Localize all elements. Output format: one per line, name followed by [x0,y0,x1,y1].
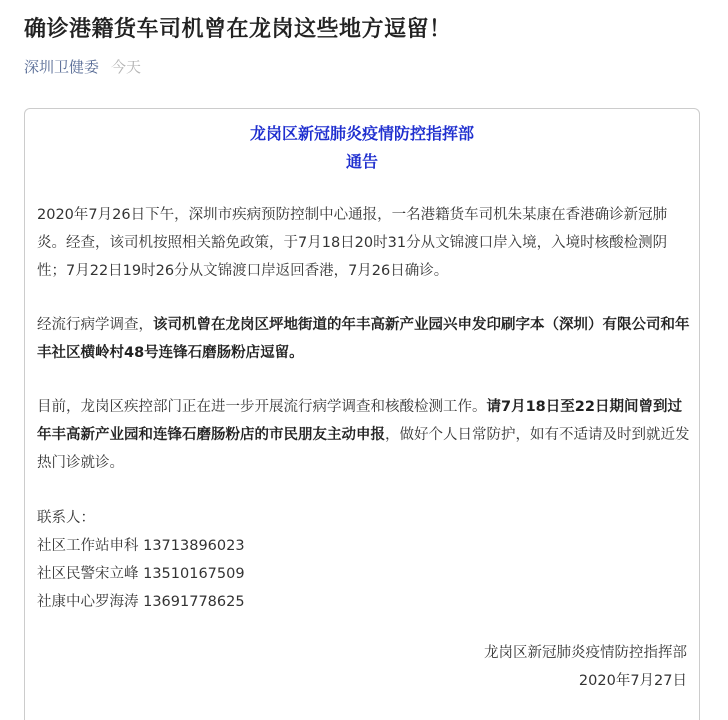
paragraph-3-outro: ，做好个人日常防护，如有不适请及时到就近发热门诊就诊。 [37,427,690,471]
paragraph-3-highlight: 请7月18日至22日期间曾到过年丰高新产业园和连锋石磨肠粉店的市民朋友主动申报 [37,399,682,443]
contacts-block [37,504,692,616]
paragraph-2 [37,311,692,367]
contact-item: 社区民警宋立峰 13510167509 [37,566,245,582]
publish-date: 今天 [111,58,142,76]
contacts-label: 联系人： [37,510,95,526]
notice-box [24,108,700,720]
notice-heading: 通告 [345,152,378,171]
paragraph-2-intro: 经流行病学调查， [37,317,153,333]
paragraph-2-highlight: 该司机曾在龙岗区坪地街道的年丰高新产业园兴申发印刷字本（深圳）有限公司和年丰社区横岭村48号连锋石磨肠粉店逗留。 [37,317,690,361]
author-link[interactable]: 深圳卫健委 [24,58,100,76]
paragraph-1: 2020年7月26日下午，深圳市疾病预防控制中心通报，一名港籍货车司机朱某康在香港确诊新冠肺炎。经查，该司机按照相关豁免政策，于7月18日20时31分从文锦渡口岸入境，入境时核酸检测阴性；7月22日19时26分从文锦渡口岸返回香港，7月26日确诊。 [37,207,668,279]
notice-org: 龙岗区新冠肺炎疫情防控指挥部 [249,124,474,143]
signature-date: 2020年7月27日 [578,673,687,689]
contact-item: 社康中心罗海涛 13691778625 [37,594,245,610]
contact-item: 社区工作站申科 13713896023 [37,538,245,554]
signature-org: 龙岗区新冠肺炎疫情防控指挥部 [484,645,687,661]
article-meta [24,56,141,77]
paragraph-3 [37,393,692,477]
paragraph-3-intro: 目前，龙岗区疾控部门正在进一步开展流行病学调查和核酸检测工作。 [37,399,487,415]
article-title: 确诊港籍货车司机曾在龙岗这些地方逗留！ [24,17,452,42]
